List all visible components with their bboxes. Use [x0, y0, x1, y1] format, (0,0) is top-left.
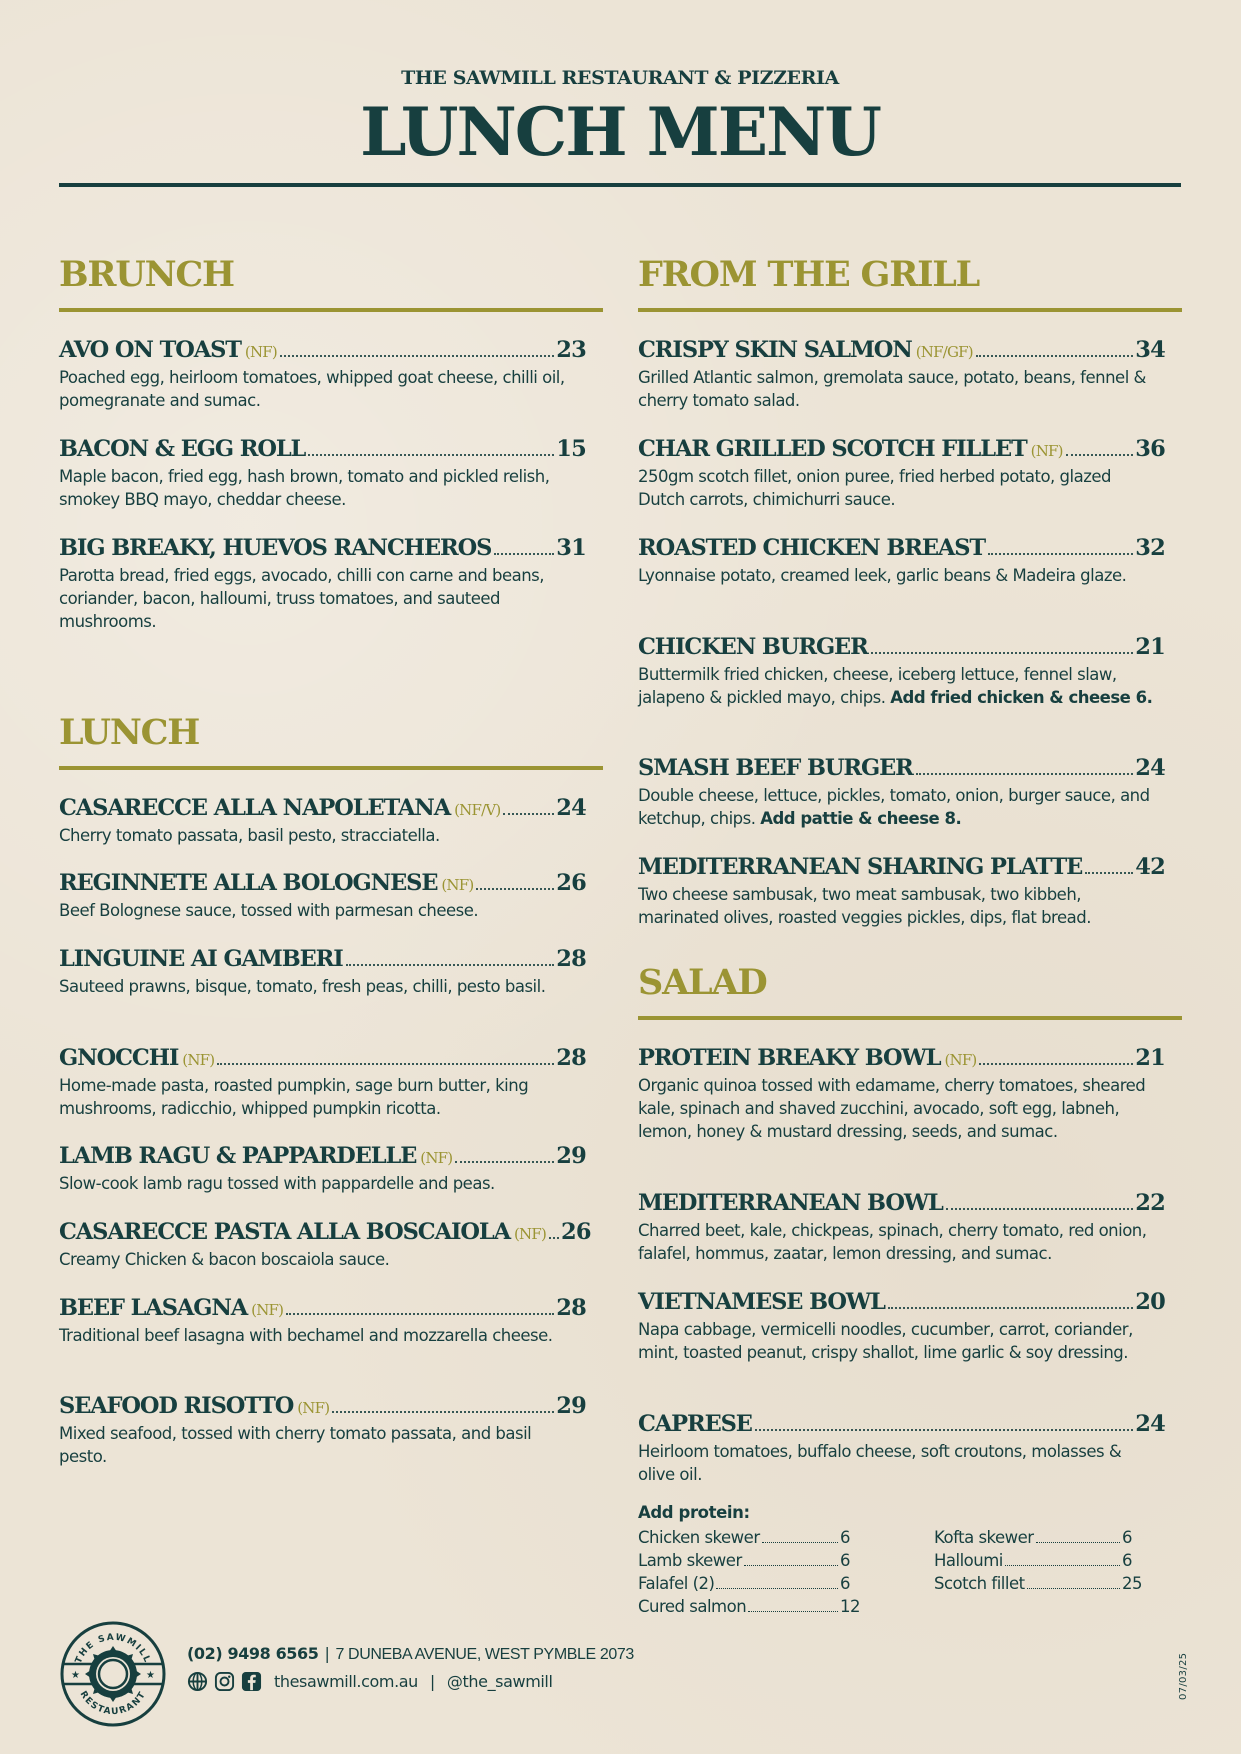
restaurant-name: THE SAWMILL RESTAURANT & PIZZERIA — [401, 67, 839, 89]
item-name: AVO ON TOAST — [59, 337, 241, 363]
section-lunch — [59, 712, 603, 770]
protein-name: Falafel (2) — [638, 1574, 715, 1593]
item-price: 36 — [1135, 436, 1165, 462]
description-text: Buttermilk fried chicken, cheese, iceberg lettuce, fennel slaw, jalapeno & pickled mayo, chips. — [638, 665, 1117, 707]
protein-name: Cured salmon — [638, 1597, 747, 1616]
section-divider — [638, 1016, 1182, 1020]
menu-item — [59, 1392, 603, 1468]
menu-item — [59, 1142, 603, 1195]
left-column — [59, 0, 603, 1754]
address: 7 DUNEBA AVENUE, WEST PYMBLE 2073 — [335, 1646, 634, 1663]
dietary-tag: (NF) — [441, 876, 474, 894]
globe-icon[interactable] — [187, 1671, 208, 1692]
dot-leader — [916, 773, 1134, 775]
add-on-note: Add fried chicken & cheese 6. — [890, 688, 1153, 707]
dot-leader — [308, 454, 554, 456]
item-description: 250gm scotch fillet, onion puree, fried herbed potato, glazed Dutch carrots, chimichurri sauce. — [638, 467, 1111, 509]
menu-item — [638, 1410, 1182, 1486]
svg-text:★: ★ — [146, 1670, 155, 1681]
add-protein-title: Add protein: — [638, 1503, 750, 1522]
dietary-tag: (NF) — [513, 1225, 546, 1243]
item-price: 21 — [1135, 1045, 1165, 1071]
dietary-tag: (NF) — [1030, 442, 1063, 460]
item-description: Creamy Chicken & bacon boscaiola sauce. — [59, 1250, 390, 1269]
item-description: Home-made pasta, roasted pumpkin, sage burn butter, king mushrooms, radicchio, whipped pumpkin ricotta. — [59, 1076, 529, 1118]
item-description: Traditional beef lasagna with bechamel and mozzarella cheese. — [59, 1326, 553, 1345]
item-description: Parotta bread, fried eggs, avocado, chilli con carne and beans, coriander, bacon, halloumi, truss tomatoes, and sauteed mushrooms. — [59, 566, 545, 631]
dot-leader — [1066, 454, 1134, 456]
protein-price: 6 — [840, 1574, 850, 1593]
item-name: BEEF LASAGNA — [59, 1295, 248, 1321]
protein-option — [934, 1574, 1144, 1597]
item-name: CASARECCE PASTA ALLA BOSCAIOLA — [59, 1219, 510, 1245]
section-title: FROM THE GRILL — [638, 254, 980, 295]
item-price: 31 — [556, 535, 586, 561]
protein-option — [638, 1597, 862, 1620]
menu-item — [59, 534, 603, 633]
dot-leader — [976, 355, 1133, 357]
right-column — [638, 0, 1182, 1754]
dot-leader — [988, 553, 1133, 555]
dietary-tag: (NF) — [944, 1051, 977, 1069]
protein-name: Kofta skewer — [934, 1528, 1034, 1547]
item-description — [638, 784, 1158, 830]
item-price: 26 — [556, 870, 586, 896]
protein-name: Halloumi — [934, 1551, 1003, 1570]
menu-item — [638, 633, 1182, 709]
section-salad — [638, 962, 1182, 1020]
item-name: PROTEIN BREAKY BOWL — [638, 1045, 941, 1071]
item-description: Sauteed prawns, bisque, tomato, fresh peas, chilli, pesto basil. — [59, 977, 546, 996]
item-price: 28 — [556, 1295, 586, 1321]
item-description: Two cheese sambusak, two meat sambusak, two kibbeh, marinated olives, roasted veggies pickles, dips, flat bread. — [638, 885, 1091, 927]
section-divider — [59, 766, 603, 770]
menu-item — [638, 435, 1182, 511]
item-price: 29 — [556, 1393, 586, 1419]
item-price: 20 — [1135, 1289, 1165, 1315]
item-name: MEDITERRANEAN SHARING PLATTE — [638, 854, 1083, 880]
dot-leader — [286, 1313, 554, 1315]
item-price: 23 — [556, 337, 586, 363]
item-price: 22 — [1135, 1190, 1165, 1216]
dietary-tag: (NF) — [182, 1051, 215, 1069]
dot-leader — [1005, 1565, 1120, 1566]
print-date: 07/03/25 — [1178, 1652, 1189, 1700]
saw-blade-logo-icon — [59, 1620, 167, 1728]
protein-column-left — [638, 1528, 862, 1620]
item-description: Organic quinoa tossed with edamame, cherry tomatoes, sheared kale, spinach and shaved zucchini, avocado, soft egg, labneh, lemon, honey & mustard dressing, seeds, and sumac. — [638, 1076, 1146, 1141]
section-from-the-grill — [638, 254, 1182, 312]
facebook-icon[interactable] — [241, 1671, 262, 1692]
protein-name: Chicken skewer — [638, 1528, 760, 1547]
dietary-tag: (NF/V) — [454, 801, 501, 819]
dietary-tag: (NF) — [244, 343, 277, 361]
add-protein-list — [638, 1502, 1182, 1620]
dot-leader — [762, 1542, 838, 1543]
dot-leader — [455, 1161, 554, 1163]
item-price: 24 — [1135, 1411, 1165, 1437]
item-description: Heirloom tomatoes, buffalo cheese, soft croutons, molasses & olive oil. — [638, 1442, 1122, 1484]
phone-number[interactable]: (02) 9498 6565 — [187, 1644, 319, 1663]
item-name: GNOCCHI — [59, 1045, 179, 1071]
dot-leader — [346, 964, 555, 966]
page-title: LUNCH MENU — [360, 93, 880, 171]
social-handle[interactable]: @the_sawmill — [446, 1672, 553, 1691]
svg-text:★: ★ — [71, 1670, 80, 1681]
item-name: ROASTED CHICKEN BREAST — [638, 535, 986, 561]
item-name: BIG BREAKY, HUEVOS RANCHEROS — [59, 535, 492, 561]
dot-leader — [332, 1411, 554, 1413]
section-divider — [59, 308, 603, 312]
protein-price: 6 — [840, 1551, 850, 1570]
item-description: Poached egg, heirloom tomatoes, whipped goat cheese, chilli oil, pomegranate and sumac. — [59, 368, 565, 410]
item-price: 28 — [556, 946, 586, 972]
menu-item — [59, 336, 603, 412]
item-name: SMASH BEEF BURGER — [638, 755, 913, 781]
protein-price: 25 — [1122, 1574, 1142, 1593]
protein-option — [638, 1528, 862, 1551]
dot-leader — [1036, 1542, 1120, 1543]
dietary-tag: (NF) — [251, 1301, 284, 1319]
separator: | — [324, 1644, 330, 1663]
protein-name: Scotch fillet — [934, 1574, 1025, 1593]
menu-item — [59, 435, 603, 511]
dietary-tag: (NF) — [297, 1399, 330, 1417]
instagram-icon[interactable] — [214, 1671, 235, 1692]
menu-item — [59, 794, 603, 847]
menu-item — [638, 1189, 1182, 1265]
dot-leader — [1027, 1588, 1120, 1589]
item-price: 26 — [561, 1219, 591, 1245]
item-price: 32 — [1135, 535, 1165, 561]
protein-price: 6 — [1122, 1528, 1132, 1547]
dot-leader — [494, 553, 554, 555]
item-description: Grilled Atlantic salmon, gremolata sauce, potato, beans, fennel & cherry tomato salad. — [638, 368, 1146, 410]
item-name: VIETNAMESE BOWL — [638, 1289, 885, 1315]
dot-leader — [755, 1429, 1133, 1431]
protein-column-right — [934, 1528, 1144, 1620]
item-price: 24 — [1135, 755, 1165, 781]
item-name: MEDITERRANEAN BOWL — [638, 1190, 943, 1216]
sawmill-logo — [59, 1620, 167, 1728]
dot-leader — [744, 1565, 838, 1566]
item-price: 34 — [1135, 337, 1165, 363]
dot-leader — [476, 888, 554, 890]
protein-option — [638, 1574, 862, 1597]
dot-leader — [1085, 872, 1133, 874]
item-price: 24 — [556, 795, 586, 821]
dot-leader — [871, 652, 1134, 654]
item-description: Slow-cook lamb ragu tossed with pappardelle and peas. — [59, 1174, 495, 1193]
protein-price: 6 — [840, 1528, 850, 1547]
section-title: BRUNCH — [59, 254, 234, 295]
dietary-tag: (NF) — [420, 1149, 453, 1167]
item-price: 28 — [556, 1045, 586, 1071]
dot-leader — [503, 813, 554, 815]
section-title: LUNCH — [59, 712, 200, 753]
description-text: Double cheese, lettuce, pickles, tomato, onion, burger sauce, and ketchup, chips. — [638, 786, 1150, 828]
item-price: 29 — [556, 1143, 586, 1169]
protein-option — [934, 1528, 1144, 1551]
menu-item — [638, 754, 1182, 830]
item-description: Lyonnaise potato, creamed leek, garlic beans & Madeira glaze. — [638, 566, 1127, 585]
dot-leader — [946, 1208, 1134, 1210]
item-name: CRISPY SKIN SALMON — [638, 337, 912, 363]
item-price: 42 — [1135, 854, 1165, 880]
protein-option — [934, 1551, 1144, 1574]
item-name: CASARECCE ALLA NAPOLETANA — [59, 795, 451, 821]
dot-leader — [280, 355, 554, 357]
menu-item — [638, 534, 1182, 587]
item-name: CHICKEN BURGER — [638, 634, 868, 660]
menu-item — [638, 853, 1182, 929]
item-price: 21 — [1135, 634, 1165, 660]
item-price: 15 — [556, 436, 586, 462]
menu-item — [638, 1044, 1182, 1143]
item-name: REGINNETE ALLA BOLOGNESE — [59, 870, 438, 896]
dot-leader — [716, 1588, 838, 1589]
item-name: LAMB RAGU & PAPPARDELLE — [59, 1143, 417, 1169]
logo-bottom-text: RESTAURANT — [77, 1689, 149, 1718]
item-name: CAPRESE — [638, 1411, 752, 1437]
menu-item — [59, 945, 603, 998]
protein-price: 6 — [1122, 1551, 1132, 1570]
item-name: BACON & EGG ROLL — [59, 436, 306, 462]
dot-leader — [979, 1063, 1133, 1065]
dietary-tag: (NF/GF) — [915, 343, 973, 361]
item-description: Maple bacon, fried egg, hash brown, tomato and pickled relish, smokey BBQ mayo, cheddar cheese. — [59, 467, 550, 509]
contact-info — [187, 1642, 634, 1692]
dot-leader — [217, 1063, 554, 1065]
section-brunch — [59, 254, 603, 312]
item-description: Mixed seafood, tossed with cherry tomato passata, and basil pesto. — [59, 1424, 532, 1466]
item-name: SEAFOOD RISOTTO — [59, 1393, 294, 1419]
menu-item — [59, 1218, 603, 1271]
item-name: LINGUINE AI GAMBERI — [59, 946, 343, 972]
item-description: Cherry tomato passata, basil pesto, stracciatella. — [59, 826, 440, 845]
menu-item — [638, 336, 1182, 412]
protein-option — [638, 1551, 862, 1574]
protein-name: Lamb skewer — [638, 1551, 742, 1570]
item-name: CHAR GRILLED SCOTCH FILLET — [638, 436, 1027, 462]
item-description: Charred beet, kale, chickpeas, spinach, cherry tomato, red onion, falafel, hommus, zaatar, lemon dressing, and sumac. — [638, 1221, 1147, 1263]
menu-item — [59, 869, 603, 922]
section-title: SALAD — [638, 962, 767, 1003]
menu-item — [638, 1288, 1182, 1364]
website-link[interactable]: thesawmill.com.au — [274, 1672, 418, 1691]
item-description: Napa cabbage, vermicelli noodles, cucumber, carrot, coriander, mint, toasted peanut, crispy shallot, lime garlic & soy dressing. — [638, 1320, 1133, 1362]
protein-price: 12 — [840, 1597, 860, 1616]
dot-leader — [549, 1237, 559, 1239]
separator: | — [429, 1672, 435, 1691]
menu-item — [59, 1294, 603, 1347]
menu-item — [59, 1044, 603, 1120]
add-on-note: Add pattie & cheese 8. — [760, 809, 962, 828]
dot-leader — [748, 1611, 838, 1612]
logo-top-text: THE SAWMILL — [73, 1632, 153, 1666]
item-description: Beef Bolognese sauce, tossed with parmesan cheese. — [59, 901, 479, 920]
dot-leader — [888, 1307, 1133, 1309]
item-description — [638, 663, 1158, 709]
footer — [59, 1620, 659, 1730]
section-divider — [638, 308, 1182, 312]
